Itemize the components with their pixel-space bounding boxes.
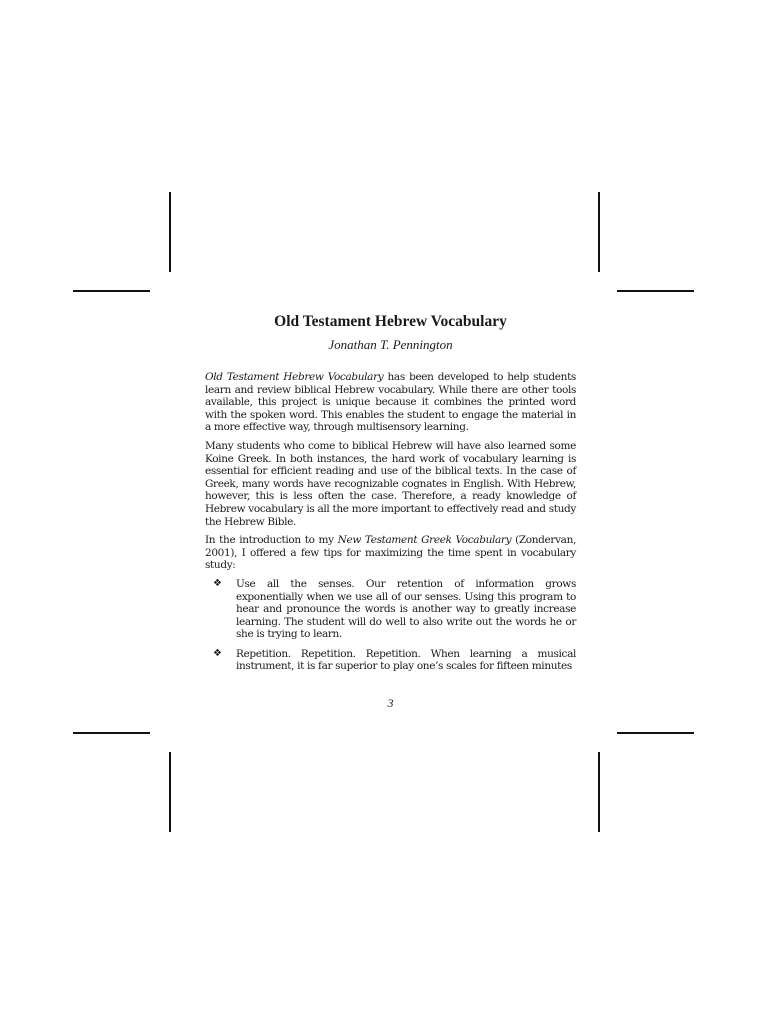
tip-item [205,578,576,641]
author-name: Jonathan T. Pennington [328,337,453,352]
crop-mark-bottom-left-horizontal [73,732,150,734]
tip-text: Use all the senses. Our retention of information grows exponentially when we use all of our senses. Using this program to hear and pronounce the words is another way to greatly increase learning. The student will do well to also write out the words he or she is trying to learn. [236,577,576,641]
paragraph-greek: Many students who come to biblical Hebrew will have also learned some Koine Greek. In both instances, the hard work of vocabulary learning is essential for efficient reading and use of the biblical texts. In the case of Greek, many words have recognizable cognates in English. With Hebrew, however, this is less often the case. Therefore, a ready knowledge of Hebrew vocabulary is all the more important to effectively read and study the Hebrew Bible. [205,439,576,528]
crop-mark-bottom-right-vertical [598,752,600,832]
crop-mark-bottom-right-horizontal [617,732,694,734]
diamond-bullet-icon: ❖ [213,647,222,659]
greek-book-title-italic: New Testament Greek Vocabulary [337,534,512,547]
tips-list [205,578,576,673]
paragraph-tips-intro [205,534,576,572]
crop-mark-top-right-vertical [598,192,600,272]
page-number: 3 [387,696,394,710]
crop-mark-top-left-vertical [169,192,171,272]
crop-mark-bottom-left-vertical [169,752,171,832]
paragraph-intro-text: has been developed to help students learn and review biblical Hebrew vocabulary. While there are other tools available, this project is unique because it combines the printed word with the spoken word. This enables the student to engage the material in a more effective way, through multisensory learning. [205,371,576,434]
crop-mark-top-left-horizontal [73,290,150,292]
page-title: Old Testament Hebrew Vocabulary [274,313,507,330]
crop-mark-top-right-horizontal [617,290,694,292]
diamond-bullet-icon: ❖ [213,577,222,589]
book-title-italic: Old Testament Hebrew Vocabulary [205,371,384,383]
paragraph-intro [205,371,576,434]
tip-item [205,648,576,673]
paragraph-tips-after: (Zondervan, 2001), I offered a few tips for maximizing the time spent in vocabulary study: [205,534,576,572]
body-text [205,371,576,673]
page-content [205,312,576,680]
paragraph-tips-before: In the introduction to my [205,534,338,547]
tip-text: Repetition. Repetition. Repetition. When learning a musical instrument, it is far superior to play one’s scales for fifteen minutes [236,647,576,673]
